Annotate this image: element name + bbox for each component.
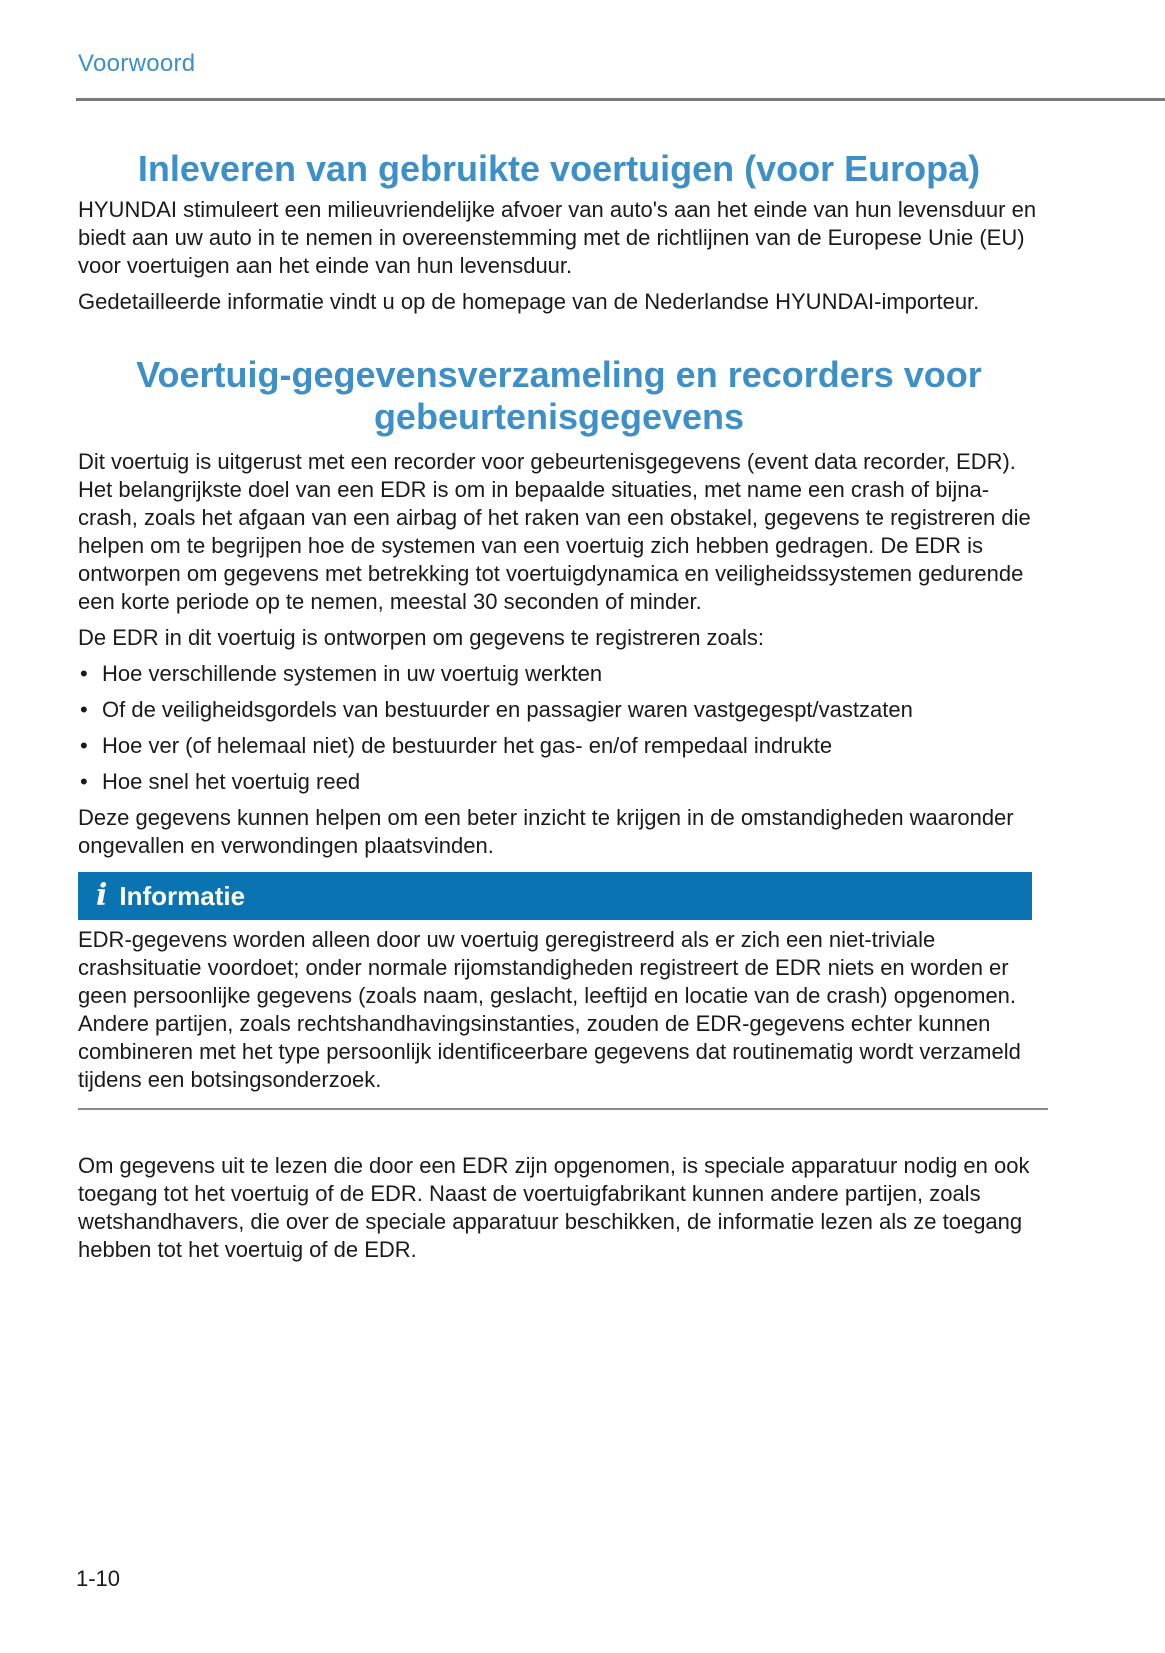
info-box-body: [78, 926, 1040, 1094]
info-box-title: Informatie: [119, 880, 246, 911]
list-item: • Hoe verschillende systemen in uw voertuig werkten: [80, 661, 603, 686]
page-content: [78, 148, 1040, 1272]
paragraph: HYUNDAI stimuleert een milieuvriendelijke afvoer van auto's aan het einde van hun levensduur en biedt aan uw auto in te nemen in overeenstemming met de richtlijnen van de Europese Unie (EU) voor voertuigen aan het einde van hun levensduur.: [78, 197, 1037, 278]
list-item: • Hoe ver (of helemaal niet) de bestuurder het gas- en/of rempedaal indrukte: [80, 733, 833, 758]
info-box-divider: [78, 1108, 1048, 1110]
info-box: [78, 872, 1040, 1110]
paragraph: Om gegevens uit te lezen die door een EDR zijn opgenomen, is speciale apparatuur nodig en ook toegang tot het voertuig of de EDR. Naast de voertuigfabrikant kunnen andere partijen, zoals wetshandhavers, die over de speciale apparatuur beschikken, de informatie lezen als ze toegang hebben tot het voertuig of de EDR.: [78, 1153, 1030, 1262]
list-item: • Of de veiligheidsgordels van bestuurder en passagier waren vastgegespt/vastzaten: [80, 697, 913, 722]
header-divider: [76, 98, 1165, 101]
info-text: EDR-gegevens worden alleen door uw voertuig geregistreerd als er zich een niet-triviale crashsituatie voordoet; onder normale rijomstandigheden registreert de EDR niets en worden er geen persoonlijke gegevens (zoals naam, geslacht, leeftijd en locatie van de crash) opgenomen. Andere partijen, zoals rechtshandhavingsinstanties, zouden de EDR-gegevens echter kunnen combineren met het type persoonlijk identificeerbare gegevens dat routinematig wordt verzameld tijdens een botsingsonderzoek.: [78, 927, 1021, 1092]
info-icon: i: [96, 878, 108, 913]
bullet-icon: •: [80, 697, 88, 722]
section-title-edr: Voertuig-gegevensverzameling en recorders voor gebeurtenisgegevens: [136, 354, 982, 437]
list-item: • Hoe snel het voertuig reed: [80, 769, 361, 794]
info-box-header: [78, 872, 1032, 920]
section-header: Voorwoord: [78, 50, 196, 77]
paragraph: De EDR in dit voertuig is ontworpen om gegevens te registreren zoals:: [78, 625, 765, 650]
bullet-icon: •: [80, 733, 88, 758]
bullet-icon: •: [80, 769, 88, 794]
bullet-icon: •: [80, 661, 88, 686]
edr-data-list: [78, 660, 1040, 796]
paragraph: Gedetailleerde informatie vindt u op de homepage van de Nederlandse HYUNDAI-importeur.: [78, 289, 980, 314]
paragraph: Deze gegevens kunnen helpen om een beter inzicht te krijgen in de omstandigheden waaronder ongevallen en verwondingen plaatsvinden.: [78, 805, 1014, 858]
page-number: 1-10: [76, 1566, 121, 1591]
paragraph: Dit voertuig is uitgerust met een recorder voor gebeurtenisgegevens (event data recorder, EDR). Het belangrijkste doel van een EDR is om in bepaalde situaties, met name een crash of bijna-crash, zoals het afgaan van een airbag of het raken van een obstakel, gegevens te registreren die helpen om te begrijpen hoe de systemen van een voertuig zich hebben gedragen. De EDR is ontworpen om gegevens met betrekking tot voertuigdynamica en veiligheidssystemen gedurende een korte periode op te nemen, meestal 30 seconden of minder.: [78, 449, 1031, 614]
section-title-end-of-life: Inleveren van gebruikte voertuigen (voor Europa): [137, 148, 981, 189]
